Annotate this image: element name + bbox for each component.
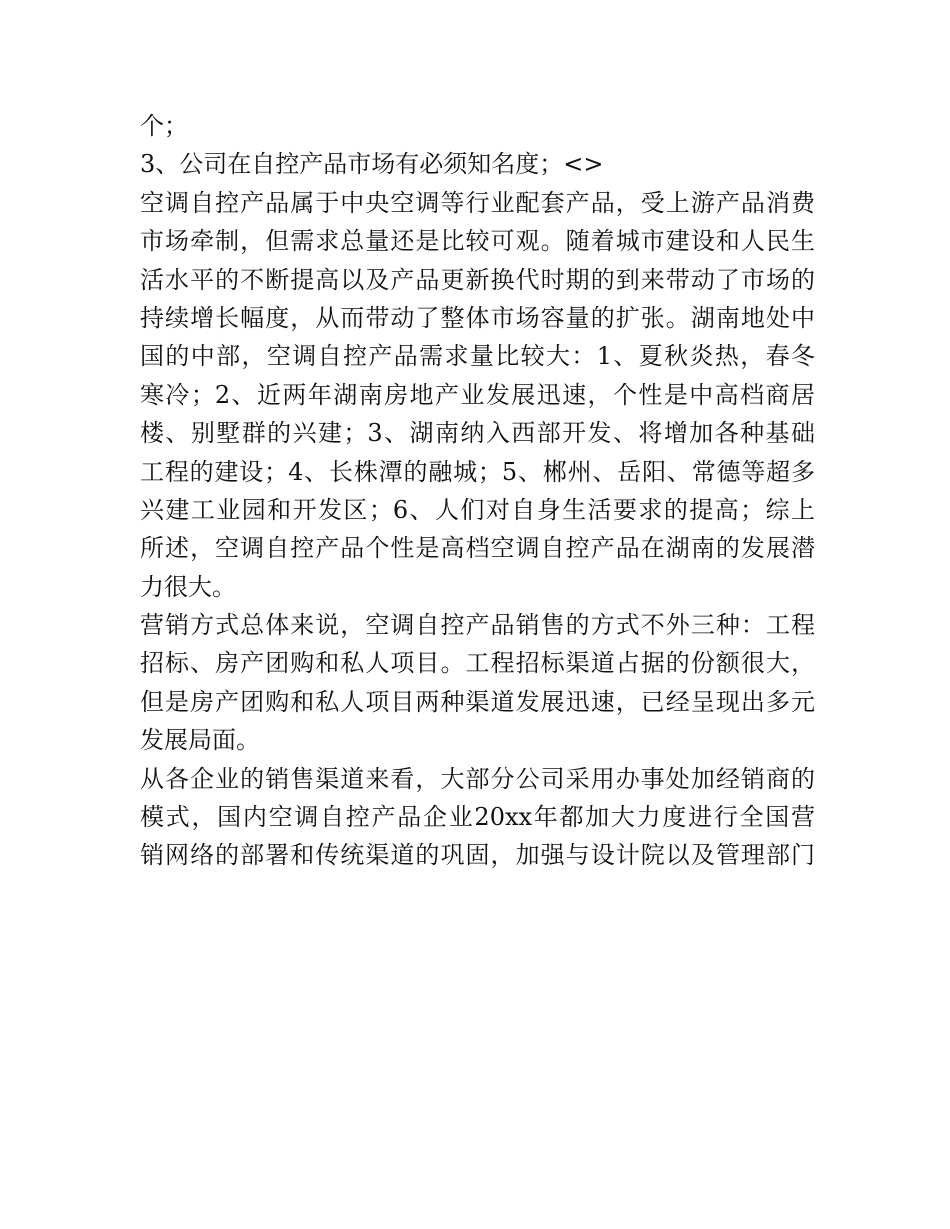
text-line: 空调自控产品属于中央空调等行业配套产品，受上游产品消费 — [140, 188, 815, 217]
text-line: 发展局面。 — [140, 726, 260, 755]
text-line: 工程的建设；4、长株潭的融城；5、郴州、岳阳、常德等超多 — [140, 457, 815, 486]
text-line: 从各企业的销售渠道来看，大部分公司采用办事处加经销商的 — [140, 764, 815, 793]
text-line: 力很大。 — [140, 572, 236, 601]
text-line: 活水平的不断提高以及产品更新换代时期的到来带动了市场的 — [140, 265, 815, 294]
document-body — [140, 107, 815, 875]
paragraph-sales-methods — [140, 606, 815, 760]
text-line: 持续增长幅度，从而带动了整体市场容量的扩张。湖南地处中 — [140, 303, 815, 332]
text-line: 国的中部，空调自控产品需求量比较大：1、夏秋炎热，春冬 — [140, 342, 815, 371]
text-line: 兴建工业园和开发区；6、人们对自身生活要求的提高；综上 — [140, 495, 815, 524]
text-line: 楼、别墅群的兴建；3、湖南纳入西部开发、将增加各种基础 — [140, 419, 815, 448]
text-line: 个； — [140, 112, 188, 140]
paragraph-fragment — [140, 107, 815, 145]
list-item-3 — [140, 145, 815, 183]
text-line: 寒冷；2、近两年湖南房地产业发展迅速，个性是中高档商居 — [140, 380, 815, 409]
text-line: 市场牵制，但需求总量还是比较可观。随着城市建设和人民生 — [140, 227, 815, 256]
text-line: 所述，空调自控产品个性是高档空调自控产品在湖南的发展潜 — [140, 534, 815, 563]
text-line: 但是房产团购和私人项目两种渠道发展迅速，已经呈现出多元 — [140, 687, 815, 716]
text-line: 3、公司在自控产品市场有必须知名度；<> — [140, 150, 604, 179]
paragraph-sales-channels — [140, 760, 815, 875]
text-line: 模式，国内空调自控产品企业20xx年都加大力度进行全国营 — [140, 803, 815, 832]
text-line: 招标、房产团购和私人项目。工程招标渠道占据的份额很大， — [140, 649, 815, 678]
paragraph-market-demand — [140, 184, 815, 606]
text-line: 营销方式总体来说，空调自控产品销售的方式不外三种：工程 — [140, 611, 815, 640]
text-line: 销网络的部署和传统渠道的巩固，加强与设计院以及管理部门 — [140, 841, 815, 870]
